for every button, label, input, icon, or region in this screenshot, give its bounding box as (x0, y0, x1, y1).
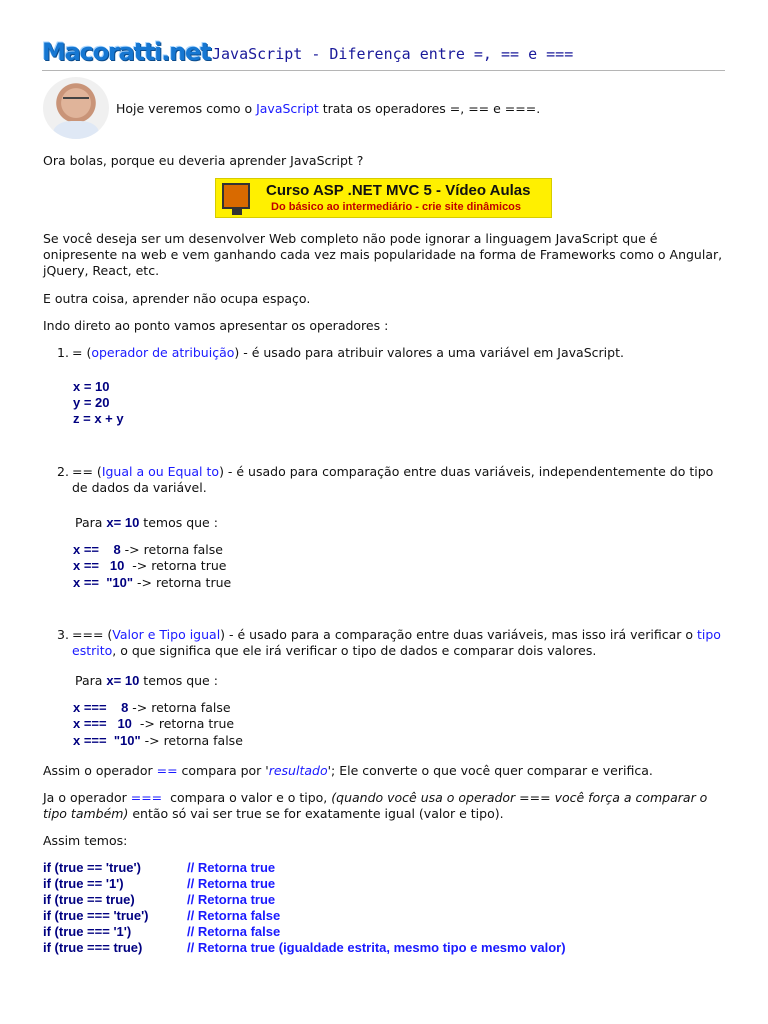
item2-link[interactable]: Igual a ou Equal to (101, 464, 220, 479)
para5-italic2: tipo também) (43, 806, 129, 821)
para6: Assim temos: (43, 833, 128, 848)
item3-line2-text: , o que significa que ele irá verificar o tipo de dados e comparar dois valores. (112, 643, 597, 658)
code-statement: if (true === '1') (43, 924, 132, 939)
code-comment: // Retorna true (187, 892, 276, 907)
item3-text (72, 627, 721, 642)
item1-code-line: y = 20 (73, 395, 110, 410)
para4-word: resultado (268, 763, 328, 778)
intro-text (116, 101, 540, 116)
para1-line3: jQuery, React, etc. (43, 263, 160, 278)
item3-pre: === ( (72, 627, 113, 642)
item2-row-code: x == 8 (73, 542, 121, 557)
para4-post: '; Ele converte o que você quer comparar e verifica. (327, 763, 653, 778)
item2-row (73, 542, 223, 557)
code-statement: if (true == true) (43, 892, 135, 907)
intro-post: trata os operadores =, == e ===. (318, 101, 541, 116)
code-statement: if (true == '1') (43, 876, 124, 891)
item1-text (72, 345, 624, 360)
item3-line2 (72, 643, 596, 658)
para4-pre: Assim o operador (43, 763, 157, 778)
item3-row (73, 700, 231, 715)
monitor-icon (222, 183, 250, 209)
code-comment: // Retorna false (187, 908, 281, 923)
code-statement: if (true == 'true') (43, 860, 141, 875)
item3-mid: ) - é usado para a comparação entre duas variáveis, mas isso irá verificar o (220, 627, 697, 642)
item1-number: 1. (57, 345, 69, 360)
author-avatar (43, 77, 109, 139)
code-comment: // Retorna true (187, 876, 276, 891)
item2-pre: == ( (72, 464, 102, 479)
para5-line2 (43, 806, 504, 821)
para1-line2: onipresente na web e vem ganhando cada vez mais popularidade na forma de Frameworks como o Angular, (43, 247, 723, 262)
item1-post: ) - é usado para atribuir valores a uma variável em JavaScript. (234, 345, 624, 360)
item1-code-line: z = x + y (73, 411, 124, 426)
item2-row (73, 575, 231, 590)
para5-post: então só vai ser true se for exatamente igual (valor e tipo). (128, 806, 504, 821)
para5-line1 (43, 790, 707, 805)
item2-row-rest: -> retorna true (124, 558, 227, 573)
item3-row-rest: -> retorna false (140, 733, 243, 748)
para4-op: == (156, 763, 178, 778)
item2-row-code: x == "10" (73, 575, 134, 590)
item2-post: ) - é usado para comparação entre duas variáveis, independentemente do tipo (219, 464, 714, 479)
item3-link[interactable]: Valor e Tipo igual (112, 627, 221, 642)
code-statement: if (true === true) (43, 940, 143, 955)
para5-op: === (130, 790, 163, 805)
item2-para (75, 515, 218, 530)
intro-pre: Hoje veremos como o (116, 101, 257, 116)
item2-row-code: x == 10 (73, 558, 125, 573)
page-title: JavaScript - Diferença entre =, == e === (212, 45, 574, 63)
para2: E outra coisa, aprender não ocupa espaço. (43, 291, 311, 306)
para5-mid: compara o valor e o tipo, (162, 790, 332, 805)
item2-para-code: x= 10 (106, 515, 140, 530)
item3-para-pre: Para (75, 673, 107, 688)
item3-row (73, 716, 234, 731)
banner-title: Curso ASP .NET MVC 5 - Vídeo Aulas (266, 182, 531, 199)
para4-mid: compara por ' (177, 763, 269, 778)
item2-number: 2. (57, 464, 69, 479)
item3-row-rest: -> retorna true (131, 716, 235, 731)
banner-subtitle: Do básico ao intermediário - crie site dinâmicos (271, 201, 522, 213)
code-comment: // Retorna true (187, 860, 276, 875)
item1-link[interactable]: operador de atribuição (91, 345, 235, 360)
para3: Indo direto ao ponto vamos apresentar os operadores : (43, 318, 389, 333)
item3-row-code: x === 8 (73, 700, 129, 715)
item1-code-line: x = 10 (73, 379, 110, 394)
course-banner[interactable] (215, 178, 552, 218)
code-statement: if (true === 'true') (43, 908, 149, 923)
item2-para-pre: Para (75, 515, 107, 530)
item3-para-post: temos que : (139, 673, 218, 688)
site-logo[interactable]: Macoratti.net (42, 38, 211, 66)
code-comment: // Retorna false (187, 924, 281, 939)
code-comment: // Retorna true (igualdade estrita, mesmo tipo e mesmo valor) (187, 940, 566, 955)
item3-number: 3. (57, 627, 69, 642)
item3-link-estrito[interactable]: estrito (72, 643, 113, 658)
question-text: Ora bolas, porque eu deveria aprender JavaScript ? (43, 153, 364, 168)
item3-para (75, 673, 218, 688)
item2-row-rest: -> retorna true (133, 575, 232, 590)
item3-para-code: x= 10 (106, 673, 140, 688)
javascript-link[interactable]: JavaScript (256, 101, 319, 116)
avatar-shirt (53, 121, 99, 139)
para1-line1: Se você deseja ser um desenvolver Web completo não pode ignorar a linguagem JavaScript que é (43, 231, 658, 246)
item2-para-post: temos que : (139, 515, 218, 530)
item3-row-code: x === "10" (73, 733, 141, 748)
item3-row-rest: -> retorna false (128, 700, 231, 715)
item3-row (73, 733, 243, 748)
para5-italic1: (quando você usa o operador === você força a comparar o (331, 790, 708, 805)
item2-row-rest: -> retorna false (120, 542, 223, 557)
item2-row (73, 558, 226, 573)
item2-text (72, 464, 713, 479)
item3-link-tipo[interactable]: tipo (697, 627, 721, 642)
item1-pre: = ( (72, 345, 92, 360)
para4 (43, 763, 653, 778)
para5-pre: Ja o operador (43, 790, 131, 805)
item2-line2: de dados da variável. (72, 480, 207, 495)
item3-row-code: x === 10 (73, 716, 132, 731)
header-divider (42, 70, 725, 71)
avatar-glasses (63, 97, 89, 105)
